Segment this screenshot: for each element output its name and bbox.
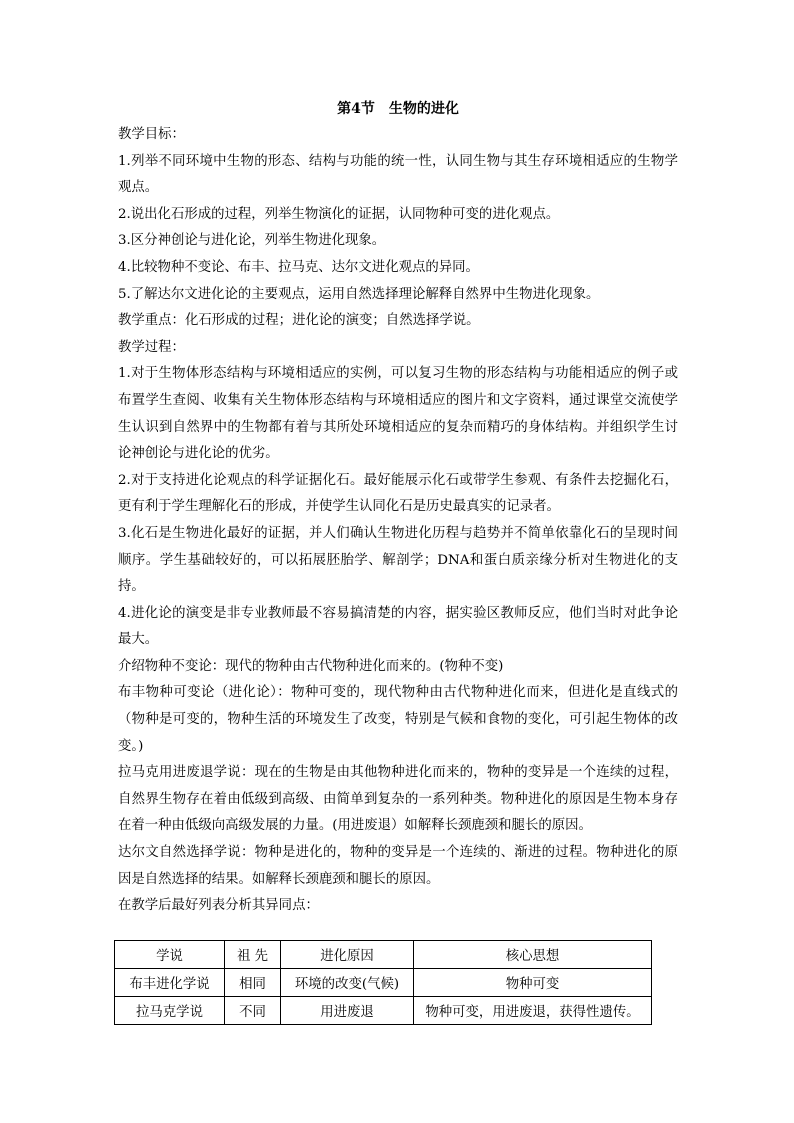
comparison-table: [114, 940, 652, 1025]
table-row: [115, 969, 652, 997]
table-header-cell: 祖 先: [225, 941, 281, 969]
table-cell: 拉马克学说: [115, 997, 225, 1025]
table-header-row: [115, 941, 652, 969]
theory-paragraph: 介绍物种不变论：现代的物种由古代物种进化而来的。(物种不变): [118, 658, 504, 674]
process-item: 4.进化论的演变是非专业教师最不容易搞清楚的内容，据实验区教师反应，他们当时对此争论最大。: [118, 605, 678, 648]
process-heading: 教学过程：: [118, 339, 185, 355]
goal-item: 4.比较物种不变论、布丰、拉马克、达尔文进化观点的异同。: [118, 259, 479, 275]
table-header-cell: 进化原因: [281, 941, 414, 969]
goal-item: 2.说出化石形成的过程，列举生物演化的证据，认同物种可变的进化观点。: [118, 206, 560, 222]
document-body: [118, 96, 678, 920]
theory-paragraph: 达尔文自然选择学说：物种是进化的，物种的变异是一个连续的、渐进的过程。物种进化的原因是自然选择的结果。如解释长颈鹿颈和腿长的原因。: [118, 845, 678, 887]
process-item: 2.对于支持进化论观点的科学证据化石。最好能展示化石或带学生参观、有条件去挖掘化石，更有利于学生理解化石的形成，并使学生认同化石是历史最真实的记录者。: [118, 472, 678, 515]
table-cell: 布丰进化学说: [115, 969, 225, 997]
process-item: 1.对于生物体形态结构与环境相适应的实例，可以复习生物的形态结构与功能相适应的例子或布置学生查阅、收集有关生物体形态结构与环境相适应的图片和文字资料，通过课堂交流使学生认识到自然界中的生物都有着与其所处环境相适应的复杂而精巧的身体结构。并组织学生讨论神创论与进化论的优劣。: [118, 366, 678, 462]
goal-item: 3.区分神创论与进化论，列举生物进化现象。: [118, 233, 386, 249]
table-cell: 环境的改变(气候): [281, 969, 414, 997]
goals-heading: 教学目标：: [118, 127, 185, 142]
table-cell: 用进废退: [281, 997, 414, 1025]
table-cell: 物种可变，用进废退，获得性遗传。: [414, 997, 652, 1025]
section-title: 第4节 生物的进化: [337, 101, 459, 117]
process-item: 3.化石是生物进化最好的证据，并人们确认生物进化历程与趋势并不简单依靠化石的呈现时间顺序。学生基础较好的，可以拓展胚胎学、解剖学；DNA和蛋白质亲缘分析对生物进化的支持。: [118, 525, 678, 595]
table-intro: 在教学后最好列表分析其异同点：: [118, 898, 319, 914]
table-cell: 物种可变: [414, 969, 652, 997]
table-cell: 相同: [225, 969, 281, 997]
table-header-cell: 学说: [115, 941, 225, 969]
theory-paragraph: 布丰物种可变论（进化论）：物种可变的，现代物种由古代物种进化而来，但进化是直线式的（物种是可变的，物种生活的环境发生了改变，特别是气候和食物的变化，可引起生物体的改变。): [118, 685, 678, 754]
theory-paragraph: 拉马克用进废退学说：现在的生物是由其他物种进化而来的，物种的变异是一个连续的过程，自然界生物存在着由低级到高级、由简单到复杂的一系列种类。物种进化的原因是生物本身存在着一种由低级向高级发展的力量。(用进废退）如解释长颈鹿颈和腿长的原因。: [118, 765, 678, 834]
goal-item: 1.列举不同环境中生物的形态、结构与功能的统一性，认同生物与其生存环境相适应的生物学观点。: [118, 153, 678, 196]
goal-item: 5.了解达尔文进化论的主要观点，运用自然选择理论解释自然界中生物进化现象。: [118, 286, 600, 302]
key-points: 教学重点：化石形成的过程；进化论的演变；自然选择学说。: [118, 313, 480, 329]
table-cell: 不同: [225, 997, 281, 1025]
table-header-cell: 核心思想: [414, 941, 652, 969]
table-row: [115, 997, 652, 1025]
